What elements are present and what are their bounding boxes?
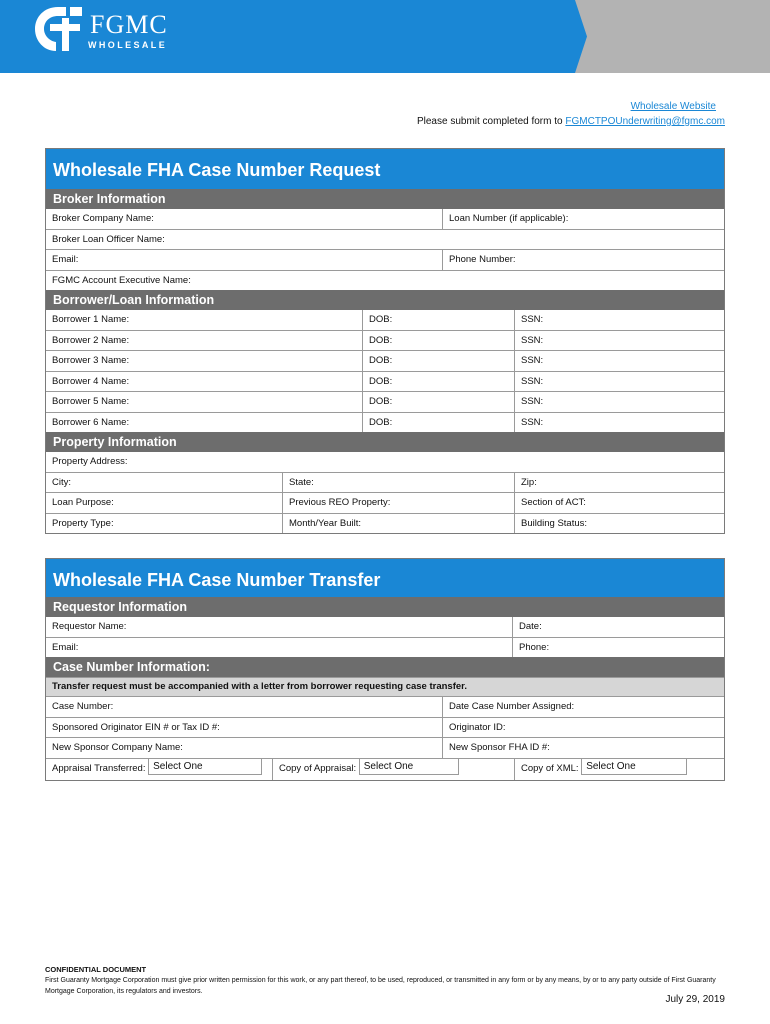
- borrower-ssn-field[interactable]: SSN:: [514, 310, 724, 330]
- borrower-section-header: Borrower/Loan Information: [46, 290, 724, 310]
- borrower-row: [46, 350, 724, 371]
- borrower-name-field[interactable]: Borrower 1 Name:: [52, 314, 130, 325]
- borrower-ssn-field[interactable]: SSN:: [514, 392, 724, 412]
- broker-company-field[interactable]: Broker Company Name:: [52, 213, 154, 224]
- borrower-name-field[interactable]: Borrower 4 Name:: [52, 375, 130, 387]
- property-address-field[interactable]: Property Address:: [52, 456, 128, 467]
- section-of-act-field[interactable]: Section of ACT:: [514, 493, 724, 513]
- case-number-field[interactable]: Case Number:: [52, 701, 114, 712]
- copy-xml-select[interactable]: Select One: [581, 759, 687, 776]
- appraisal-transferred-cell: [46, 759, 272, 780]
- appraisal-transferred-label: Appraisal Transferred:: [52, 762, 146, 774]
- borrower-name-field[interactable]: Borrower 5 Name:: [52, 396, 130, 407]
- copy-appraisal-cell: [272, 759, 514, 780]
- submit-instructions: Please submit completed form to: [416, 116, 566, 127]
- city-field[interactable]: City:: [52, 476, 71, 488]
- underwriting-email-link[interactable]: FGMCTPOUnderwriting@fgmc.com: [565, 116, 725, 127]
- sponsor-company-field[interactable]: New Sponsor Company Name:: [52, 742, 183, 753]
- request-form-title: Wholesale FHA Case Number Request: [46, 149, 724, 189]
- loan-number-field[interactable]: Loan Number (if applicable):: [442, 209, 724, 229]
- borrower-name-field[interactable]: Borrower 6 Name:: [52, 416, 130, 428]
- confidential-label: CONFIDENTIAL DOCUMENT: [45, 965, 147, 974]
- confidential-notice: First Guaranty Mortgage Corporation must give prior written permission for this work, or any part thereof, to be used, reproduced, or transmitted in any form or by any means, by or to any party outside of First Guaranty Mortgage Corporation, its regulators and investors.: [45, 977, 716, 995]
- originator-ein-field[interactable]: Sponsored Originator EIN # or Tax ID #:: [52, 721, 220, 733]
- zip-field[interactable]: Zip:: [514, 473, 724, 493]
- property-section-header: Property Information: [46, 432, 724, 452]
- borrower-dob-field[interactable]: DOB:: [362, 351, 514, 371]
- account-exec-field[interactable]: FGMC Account Executive Name:: [52, 274, 191, 286]
- borrower-dob-field[interactable]: DOB:: [362, 331, 514, 351]
- borrower-row: [46, 310, 724, 330]
- copy-xml-label: Copy of XML:: [521, 762, 579, 774]
- property-type-field[interactable]: Property Type:: [52, 517, 114, 529]
- fgmc-logo-icon: [32, 4, 84, 54]
- state-field[interactable]: State:: [282, 473, 514, 493]
- requestor-email-field[interactable]: Email:: [52, 641, 79, 653]
- footer: [45, 964, 725, 997]
- building-status-field[interactable]: Building Status:: [514, 514, 724, 534]
- borrower-row: [46, 391, 724, 412]
- transfer-note: Transfer request must be accompanied with a letter from borrower requesting case transfer.: [46, 677, 724, 696]
- broker-email-field[interactable]: Email:: [52, 254, 79, 265]
- previous-reo-field[interactable]: Previous REO Property:: [282, 493, 514, 513]
- document-date: July 29, 2019: [665, 994, 725, 1005]
- broker-phone-field[interactable]: Phone Number:: [442, 250, 724, 270]
- loan-purpose-field[interactable]: Loan Purpose:: [52, 497, 114, 508]
- requestor-date-field[interactable]: Date:: [512, 617, 724, 637]
- header-bar: [0, 0, 770, 73]
- borrower-name-field[interactable]: Borrower 3 Name:: [52, 355, 130, 366]
- copy-xml-cell: [514, 759, 724, 780]
- wholesale-website-link[interactable]: Wholesale Website: [630, 101, 716, 112]
- submission-info: [417, 99, 725, 129]
- borrower-dob-field[interactable]: DOB:: [362, 310, 514, 330]
- borrower-dob-field[interactable]: DOB:: [362, 392, 514, 412]
- logo-name: FGMC: [90, 10, 168, 39]
- transfer-form-title: Wholesale FHA Case Number Transfer: [46, 559, 724, 597]
- borrower-ssn-field[interactable]: SSN:: [514, 351, 724, 371]
- copy-appraisal-select[interactable]: Select One: [359, 759, 459, 776]
- borrower-row: [46, 371, 724, 392]
- borrower-row: [46, 330, 724, 351]
- sponsor-fha-id-field[interactable]: New Sponsor FHA ID #:: [442, 738, 724, 758]
- logo-subtitle: WHOLESALE: [88, 40, 168, 50]
- borrower-ssn-field[interactable]: SSN:: [514, 372, 724, 392]
- borrower-ssn-field[interactable]: SSN:: [514, 331, 724, 351]
- borrower-ssn-field[interactable]: SSN:: [514, 413, 724, 433]
- originator-id-field[interactable]: Originator ID:: [442, 718, 724, 738]
- case-number-request-form: [45, 148, 725, 534]
- copy-appraisal-label: Copy of Appraisal:: [279, 762, 357, 774]
- case-section-header: Case Number Information:: [46, 657, 724, 677]
- date-assigned-field[interactable]: Date Case Number Assigned:: [442, 697, 724, 717]
- broker-section-header: Broker Information: [46, 189, 724, 209]
- requestor-section-header: Requestor Information: [46, 597, 724, 617]
- borrower-dob-field[interactable]: DOB:: [362, 413, 514, 433]
- case-number-transfer-form: [45, 558, 725, 781]
- month-year-built-field[interactable]: Month/Year Built:: [282, 514, 514, 534]
- requestor-name-field[interactable]: Requestor Name:: [52, 621, 127, 632]
- loan-officer-field[interactable]: Broker Loan Officer Name:: [52, 233, 165, 245]
- header-accent: [575, 0, 770, 73]
- requestor-phone-field[interactable]: Phone:: [512, 638, 724, 658]
- borrower-row: [46, 412, 724, 433]
- borrower-name-field[interactable]: Borrower 2 Name:: [52, 334, 130, 346]
- appraisal-transferred-select[interactable]: Select One: [148, 759, 262, 776]
- borrower-dob-field[interactable]: DOB:: [362, 372, 514, 392]
